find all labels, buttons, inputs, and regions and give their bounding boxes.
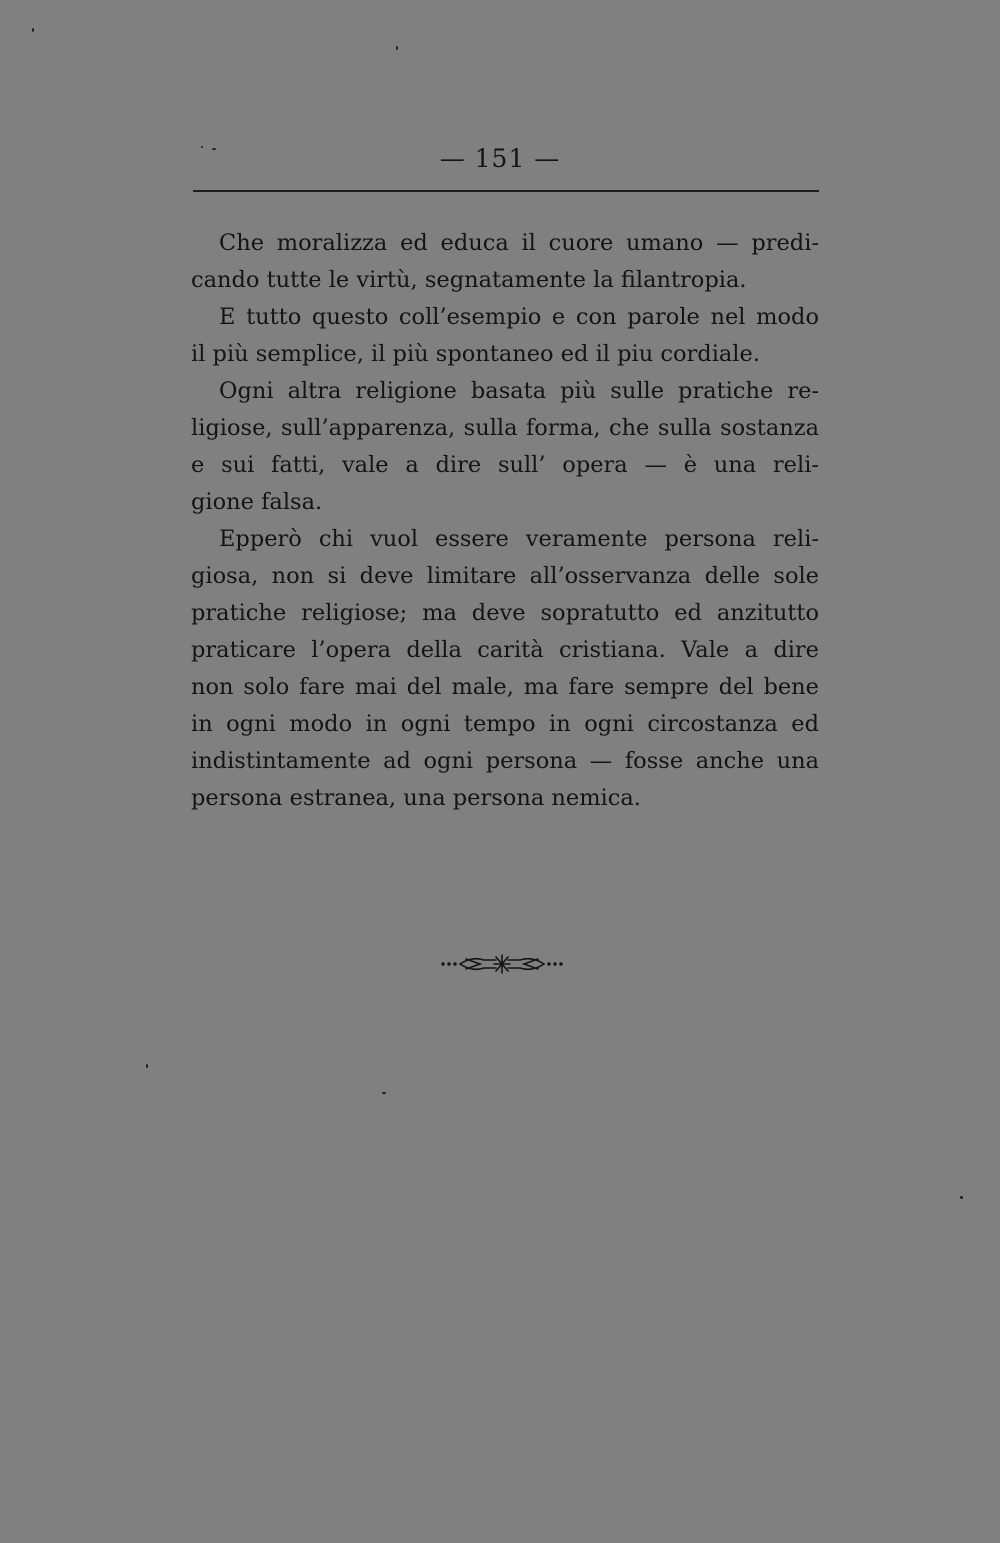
body-text bbox=[191, 225, 819, 817]
paper-speck bbox=[396, 46, 398, 50]
text-line: Che moralizza ed educa il cuore umano — predi- bbox=[219, 230, 819, 256]
text-line: praticare l’opera della carità cristiana. Vale a dire bbox=[191, 637, 819, 663]
text-line: giosa, non si deve limitare all’osservanza delle sole bbox=[191, 563, 819, 589]
text-line: persona estranea, una persona nemica. bbox=[191, 785, 641, 811]
vignette-ornament-icon bbox=[440, 948, 564, 978]
paper-speck bbox=[32, 28, 34, 32]
text-line: gione falsa. bbox=[191, 489, 323, 515]
text-line: il più semplice, il più spontaneo ed il piu cordiale. bbox=[191, 341, 760, 367]
text-line: pratiche religiose; ma deve sopratutto ed anzitutto bbox=[191, 600, 819, 626]
text-line: e sui fatti, vale a dire sull’ opera — è una reli- bbox=[191, 452, 819, 478]
paper-speck bbox=[201, 146, 203, 148]
header-rule bbox=[193, 190, 819, 192]
paper-speck bbox=[212, 148, 216, 150]
paper-speck bbox=[146, 1064, 148, 1068]
text-line: in ogni modo in ogni tempo in ogni circostanza ed bbox=[191, 711, 819, 737]
page-number: — 151 — bbox=[439, 144, 561, 173]
paper-speck bbox=[960, 1196, 963, 1199]
text-line: indistintamente ad ogni persona — fosse anche una bbox=[191, 748, 819, 774]
text-line: E tutto questo coll’esempio e con parole nel modo bbox=[219, 304, 819, 330]
paper-speck bbox=[382, 1092, 386, 1094]
text-line: Ogni altra religione basata più sulle pratiche re- bbox=[219, 378, 819, 404]
text-line: ligiose, sull’apparenza, sulla forma, che sulla sostanza bbox=[191, 415, 819, 441]
text-line: cando tutte le virtù, segnatamente la filantropia. bbox=[191, 267, 747, 293]
text-line: non solo fare mai del male, ma fare sempre del bene bbox=[191, 674, 819, 700]
text-line: Epperò chi vuol essere veramente persona reli- bbox=[219, 526, 819, 552]
